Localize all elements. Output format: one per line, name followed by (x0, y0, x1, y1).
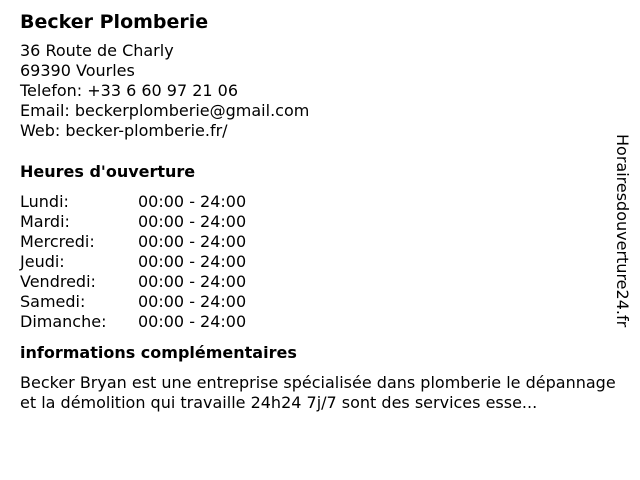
time-range: 00:00 - 24:00 (138, 272, 247, 291)
hours-row-friday (20, 272, 620, 292)
additional-info-heading: informations complémentaires (20, 343, 297, 362)
day-label: Samedi: (20, 292, 86, 311)
phone-text: Telefon: +33 6 60 97 21 06 (20, 81, 239, 100)
day-label: Lundi: (20, 192, 69, 211)
time-range: 00:00 - 24:00 (138, 252, 247, 271)
hours-row-tuesday (20, 212, 620, 232)
day-label: Dimanche: (20, 312, 107, 331)
time-range: 00:00 - 24:00 (138, 312, 247, 331)
hours-row-sunday (20, 312, 620, 332)
hours-row-saturday (20, 292, 620, 312)
hours-row-thursday (20, 252, 620, 272)
business-card (20, 9, 620, 413)
hours-row-wednesday (20, 232, 620, 252)
address-city: 69390 Vourles (20, 61, 135, 80)
day-label: Mardi: (20, 212, 70, 231)
opening-hours-heading: Heures d'ouverture (20, 162, 196, 181)
day-label: Mercredi: (20, 232, 95, 251)
time-range: 00:00 - 24:00 (138, 192, 247, 211)
time-range: 00:00 - 24:00 (138, 292, 247, 311)
email-text: Email: beckerplomberie@gmail.com (20, 101, 310, 120)
site-watermark: Horairesdouverture24.fr (613, 134, 632, 328)
hours-row-monday (20, 192, 620, 212)
business-name: Becker Plomberie (20, 11, 209, 33)
business-description: Becker Bryan est une entreprise spécialisée dans plomberie le dépannage et la démolition qui travaille 24h24 7j/7 sont des services esse... (20, 373, 616, 412)
time-range: 00:00 - 24:00 (138, 212, 247, 231)
website-text: Web: becker-plomberie.fr/ (20, 121, 228, 140)
day-label: Vendredi: (20, 272, 96, 291)
address-street: 36 Route de Charly (20, 41, 174, 60)
time-range: 00:00 - 24:00 (138, 232, 247, 251)
day-label: Jeudi: (20, 252, 65, 271)
